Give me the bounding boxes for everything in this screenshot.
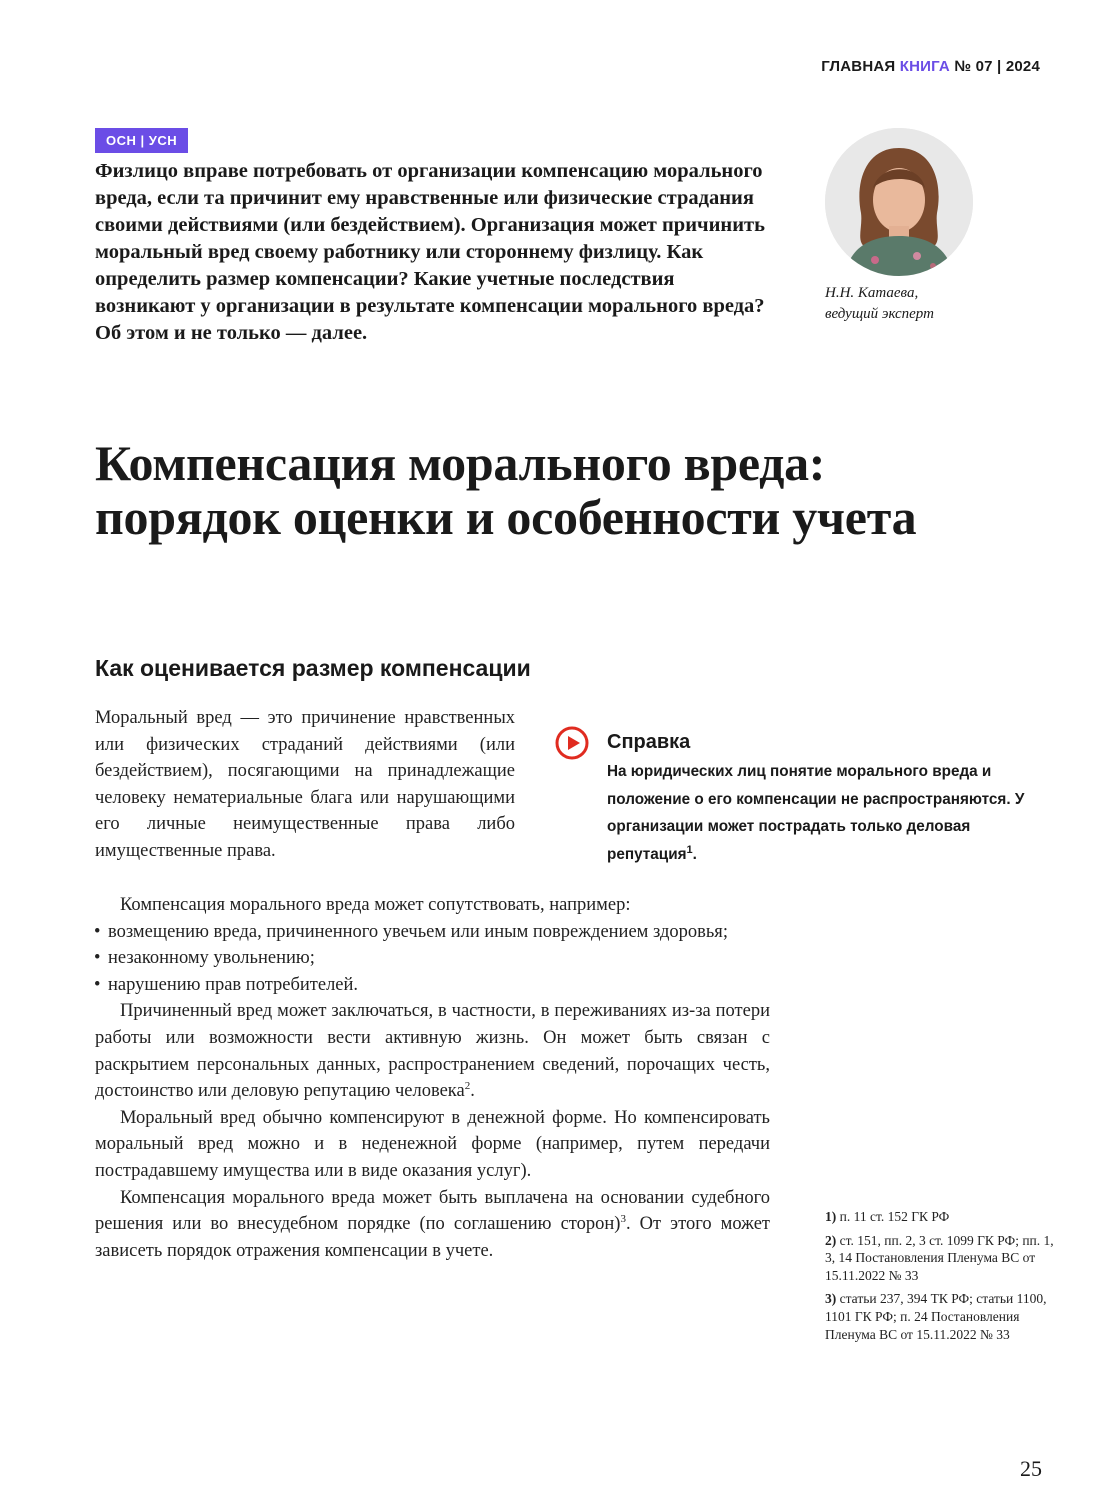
list-item: • возмещению вреда, причиненного увечьем или иным повреждением здоровья; [95,919,770,946]
paragraph-4-end: . От этого может зависеть порядок отражения компенсации в учете. [95,1214,771,1261]
paragraph-2-text: Причиненный вред может заключаться, в частности, в переживаниях из-за потери работы или возможности вести активную жизнь. Он может быть связан с раскрытием персональных данных, распространением сведений, порочащих честь, достоинство или деловую репутацию человека [95,1001,770,1102]
category-tag: ОСН | УСН [95,128,188,153]
issue-number: № 07 | 2024 [954,58,1040,75]
reference-body: На юридических лиц понятие морального вреда и положение о его компенсации не распространяются. У организации может пострадать только деловая репутация [607,763,1025,863]
author-name: Н.Н. Катаева, [825,285,919,301]
footnote-text: ст. 151, пп. 2, 3 ст. 1099 ГК РФ; пп. 1, 3, 14 Постановления Пленума ВС от 15.11.2022 № 33 [825,1232,1054,1283]
footnote-number: 1) [825,1209,837,1224]
footnote-ref-1: 1 [686,843,693,856]
footnote-ref-3: 3 [620,1212,626,1225]
author-caption [825,283,934,325]
footnote-3 [825,1290,1055,1343]
footnote-2 [825,1232,1055,1285]
list-item: • нарушению прав потребителей. [95,972,770,999]
footnote-number: 3) [825,1291,837,1307]
footnote-text: п. 11 ст. 152 ГК РФ [839,1209,950,1224]
paragraph-4 [95,1185,770,1265]
footnote-text: статьи 237, 394 ТК РФ; статьи 1100, 1101 ГК РФ; п. 24 Постановления Пленума ВС от 15.11.2022 № 33 [825,1291,1047,1342]
paragraph-1: Компенсация морального вреда может сопутствовать, например: [120,895,631,915]
brand-accent: КНИГА [899,58,950,75]
brand-name: ГЛАВНАЯ [821,58,896,75]
reference-text [607,758,1047,868]
section-heading: Как оценивается размер компенсации [95,655,531,681]
lead-paragraph: Физлицо вправе потребовать от организации компенсацию морального вреда, если та причинит ему нравственные или физические страдания своими действиями (или бездействием). Организация может причинить моральный вред своему работнику или стороннему физлицу. Как определить размер компенсации? Какие учетные последствия возникают у организации в результате компенсации морального вреда? Об этом и не только — далее. [95,160,765,344]
paragraph-2 [95,998,770,1104]
bullet-list [95,919,770,999]
list-item: • незаконному увольнению; [95,945,770,972]
play-icon [555,726,589,760]
author-role: ведущий эксперт [825,306,934,322]
paragraph-4-start: Компенсация морального вреда может быть выплачена на основании судебного решения или во внесудебном порядке (по соглашению сторон) [95,1187,770,1235]
paragraph-2-end: . [470,1081,475,1102]
paragraph-3: Моральный вред обычно компенсируют в денежной форме. Но компенсировать моральный вред можно и в неденежной форме (например, путем передачи пострадавшему имущества или в виде оказания услуг). [95,1107,770,1181]
reference-title: Справка [607,731,691,753]
footnotes [825,1208,1055,1349]
footnote-1 [825,1208,1055,1226]
main-text [95,892,770,1264]
reference-end: . [692,845,697,863]
footnote-number: 2) [825,1232,837,1248]
author-photo [825,128,973,276]
footnote-ref-2: 2 [464,1080,471,1092]
intro-paragraph: Моральный вред — это причинение нравственных или физических страданий действиями (или бездействием), посягающими на принадлежащие человеку нематериальные блага или нарушающими его личные неимущественные права либо имущественные права. [95,708,515,861]
article-title: Компенсация морального вреда: порядок оценки и особенности учета [95,435,917,545]
running-head [821,58,1040,75]
page-number: 25 [1020,1456,1042,1481]
author-portrait-icon [825,128,973,276]
